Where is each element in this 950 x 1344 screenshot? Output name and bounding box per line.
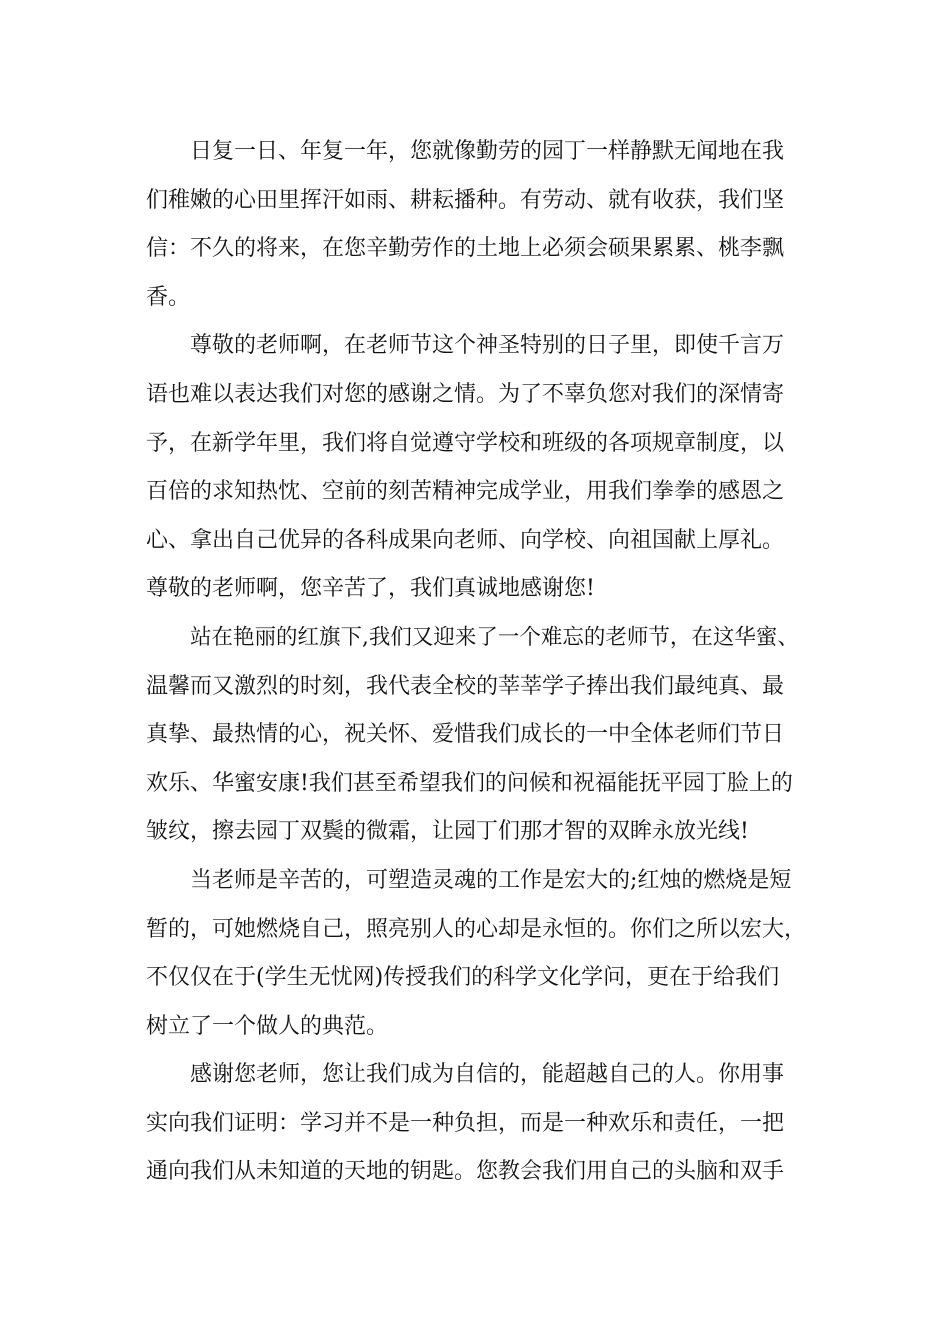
text-line: 予，在新学年里，我们将自觉遵守学校和班级的各项规章制度，以 <box>146 430 785 456</box>
text-line: 真挚、最热情的心，祝关怀、爱惜我们成长的一中全体老师们节日 <box>146 722 785 748</box>
text-line: 树立了一个做人的典范。 <box>146 1013 389 1039</box>
text-line: 温馨而又激烈的时刻，我代表全校的莘莘学子捧出我们最纯真、最 <box>146 673 785 699</box>
text-line: 尊敬的老师啊，在老师节这个神圣特别的日子里，即使千言万 <box>190 333 785 359</box>
document-body <box>146 128 806 1197</box>
text-line: 香。 <box>146 284 191 310</box>
text-line: 心、拿出自己优异的各科成果向老师、向学校、向祖国献上厚礼。 <box>146 527 785 553</box>
text-line: 不仅仅在于(学生无忧网)传授我们的科学文化学问，更在于给我们 <box>146 965 780 991</box>
text-line: 当老师是辛苦的，可塑造灵魂的工作是宏大的;红烛的燃烧是短 <box>190 867 792 893</box>
text-line: 感谢您老师，您让我们成为自信的，能超越自己的人。你用事 <box>190 1062 785 1088</box>
text-line: 暂的，可她燃烧自己，照亮别人的心却是永恒的。你们之所以宏大， <box>146 916 807 942</box>
text-line: 语也难以表达我们对您的感谢之情。为了不辜负您对我们的深情寄 <box>146 381 785 407</box>
text-line: 实向我们证明：学习并不是一种负担，而是一种欢乐和责任，一把 <box>146 1110 785 1136</box>
text-line: 通向我们从未知道的天地的钥匙。您教会我们用自己的头脑和双手 <box>146 1159 785 1185</box>
text-line: 信：不久的将来，在您辛勤劳作的土地上必须会硕果累累、桃李飘 <box>146 236 785 262</box>
text-line: 欢乐、华蜜安康!我们甚至希望我们的问候和祝福能抚平园丁脸上的 <box>146 770 793 796</box>
text-line: 尊敬的老师啊，您辛苦了，我们真诚地感谢您! <box>146 576 595 602</box>
text-line: 百倍的求知热忱、空前的刻苦精神完成学业，用我们拳拳的感恩之 <box>146 479 785 505</box>
text-line: 日复一日、年复一年，您就像勤劳的园丁一样静默无闻地在我 <box>190 139 785 164</box>
text-line: 皱纹，擦去园丁双鬓的微霜，让园丁们那才智的双眸永放光线! <box>146 819 749 845</box>
text-line: 们稚嫩的心田里挥汗如雨、耕耘播种。有劳动、就有收获，我们坚 <box>146 187 785 213</box>
text-line: 站在艳丽的红旗下,我们又迎来了一个难忘的老师节，在这华蜜、 <box>190 624 799 650</box>
